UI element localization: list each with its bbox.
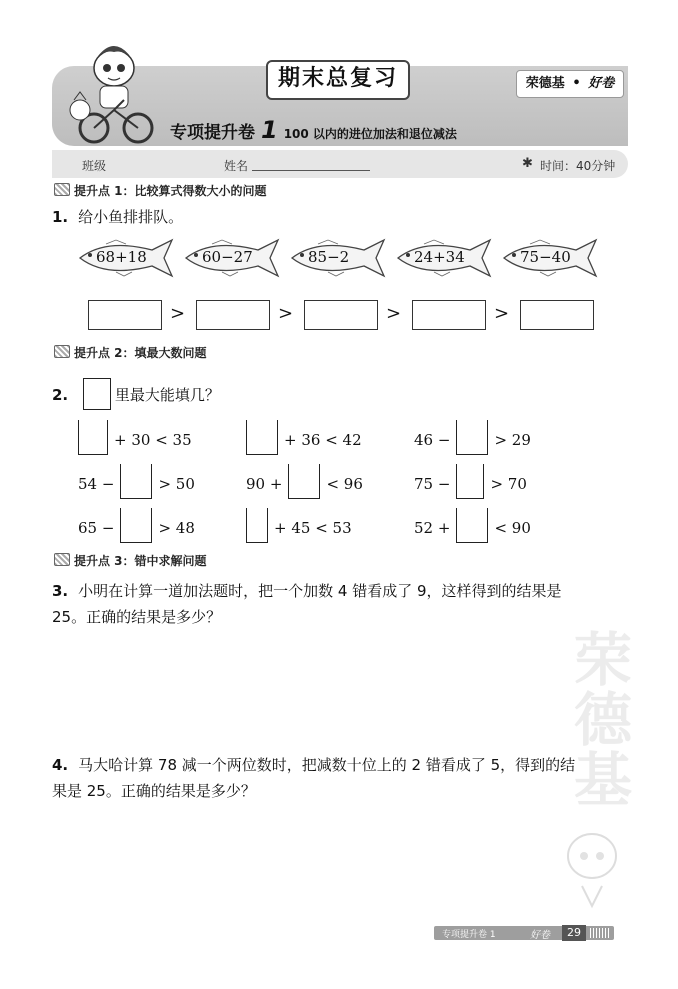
- question-3: 3. 小明在计算一道加法题时，把一个加数 4 错看成了 9，这样得到的结果是 25。正确的结果是多少？: [52, 582, 562, 626]
- fish-2: [182, 236, 282, 284]
- fish-3: [288, 236, 388, 284]
- question-2: 2. 里最大能填几？: [52, 378, 220, 410]
- fish-1: [76, 236, 176, 284]
- answer-row: [88, 300, 608, 334]
- footer-tag: 好卷: [530, 930, 550, 941]
- clock-icon: ✱: [522, 156, 533, 171]
- q2-item: 75 − > 70: [414, 464, 527, 499]
- q2-item: + 36 < 42: [246, 420, 362, 455]
- blank-input[interactable]: [456, 464, 484, 499]
- q2-item: 52 + < 90: [414, 508, 531, 543]
- q2-item: 65 − > 48: [78, 508, 195, 543]
- page-number: 29: [562, 925, 586, 941]
- fish-expression: 24+34: [414, 248, 465, 266]
- fish-row: [76, 236, 616, 286]
- pencil-icon: [54, 183, 70, 196]
- q2-item: + 30 < 35: [78, 420, 192, 455]
- pencil-icon: [54, 345, 70, 358]
- section-point-1: 提升点 1：比较算式得数大小的问题: [54, 182, 267, 199]
- blank-input[interactable]: [456, 508, 488, 543]
- answer-box-1[interactable]: [88, 300, 162, 330]
- brand-tag: 好卷: [588, 76, 615, 91]
- blank-input[interactable]: [246, 420, 278, 455]
- time-label: 时间：40分钟: [540, 159, 616, 173]
- footer-label: 专项提升卷 1: [442, 930, 496, 940]
- watermark-mascot-icon: [552, 820, 632, 910]
- blank-input[interactable]: [78, 420, 108, 455]
- q2-item: 90 + < 96: [246, 464, 363, 499]
- name-label: 姓名: [224, 159, 249, 173]
- answer-box-4[interactable]: [412, 300, 486, 330]
- subtitle-description: 100 以内的进位加法和退位减法: [283, 127, 457, 141]
- footer-bar: [434, 926, 614, 940]
- mascot-icon: [64, 40, 164, 150]
- subtitle-main: 专项提升卷: [170, 123, 255, 143]
- brand-logo: 荣德基 • 好卷: [516, 70, 624, 98]
- blank-input[interactable]: [288, 464, 320, 499]
- greater-than-sign: >: [170, 303, 186, 324]
- blank-input[interactable]: [120, 508, 152, 543]
- blank-input[interactable]: [120, 464, 152, 499]
- brand-name: 荣德基: [525, 76, 565, 91]
- section-point-2: 提升点 2：填最大数问题: [54, 344, 207, 361]
- name-field[interactable]: [252, 170, 370, 171]
- q2-item: 54 − > 50: [78, 464, 195, 499]
- answer-box-3[interactable]: [304, 300, 378, 330]
- class-label: 班级: [82, 159, 107, 173]
- pencil-icon: [54, 553, 70, 566]
- greater-than-sign: >: [494, 303, 510, 324]
- question-1: 1. 给小鱼排排队。: [52, 208, 184, 226]
- q2-grid: [78, 420, 598, 550]
- answer-box-5[interactable]: [520, 300, 594, 330]
- q2-item: + 45 < 53: [246, 508, 352, 543]
- fish-expression: 75−40: [520, 248, 571, 266]
- section-point-3: 提升点 3：错中求解问题: [54, 552, 207, 569]
- fish-expression: 85−2: [308, 248, 350, 266]
- fish-expression: 60−27: [202, 248, 253, 266]
- page-title: 期末总复习: [266, 60, 410, 100]
- greater-than-sign: >: [278, 303, 294, 324]
- q2-item: 46 − > 29: [414, 420, 531, 455]
- subtitle-number: 1: [261, 116, 278, 144]
- watermark: 荣 德 基: [574, 626, 633, 814]
- answer-box-2[interactable]: [196, 300, 270, 330]
- fish-4: [394, 236, 494, 284]
- greater-than-sign: >: [386, 303, 402, 324]
- question-4: 4. 马大哈计算 78 减一个两位数时，把减数十位上的 2 错看成了 5，得到的结 果是 25。正确的结果是多少？: [52, 756, 576, 800]
- info-band: [52, 150, 628, 178]
- blank-input[interactable]: [456, 420, 488, 455]
- footer-stripes: [590, 928, 610, 938]
- subtitle: [170, 116, 457, 144]
- fish-expression: 68+18: [96, 248, 147, 266]
- box-symbol: [83, 378, 111, 410]
- blank-input[interactable]: [246, 508, 268, 543]
- fish-5: [500, 236, 600, 284]
